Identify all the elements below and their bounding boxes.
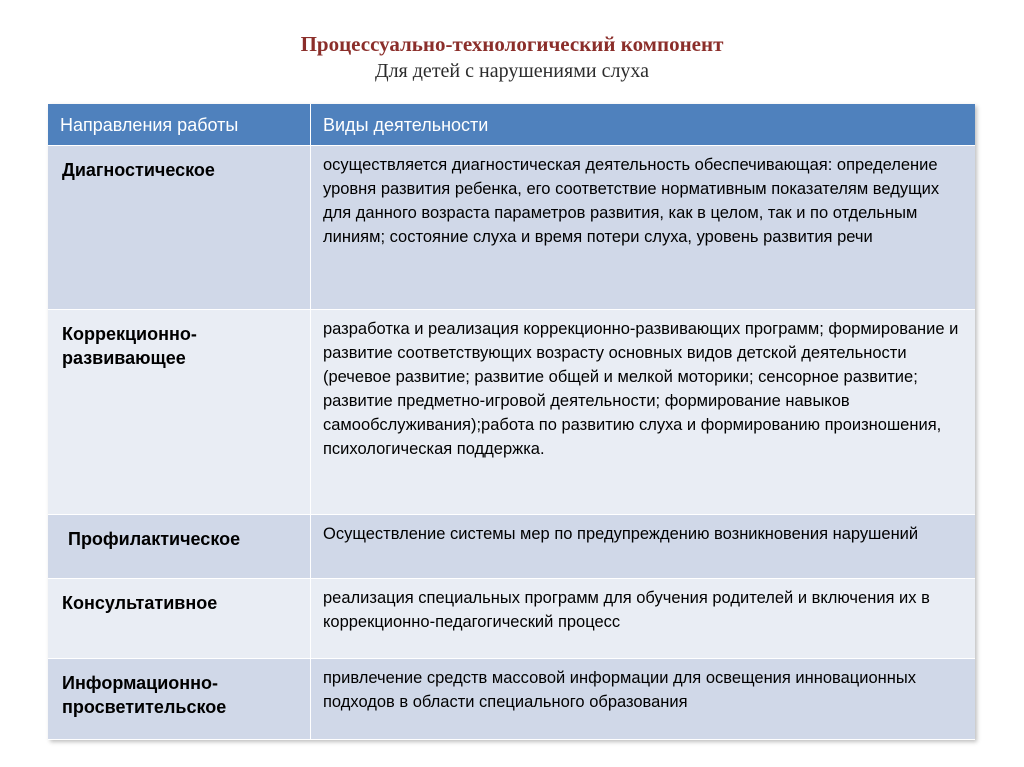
direction-cell: Коррекционно-развивающее	[48, 310, 311, 515]
direction-cell: Консультативное	[48, 579, 311, 659]
page-title: Процессуально-технологический компонент	[300, 32, 724, 56]
direction-cell: Информационно-просветительское	[48, 659, 311, 740]
activity-cell: реализация специальных программ для обучения родителей и включения их в коррекционно-педагогический процесс	[311, 579, 975, 659]
activity-cell: привлечение средств массовой информации для освещения инновационных подходов в области специального образования	[311, 659, 975, 740]
page-subtitle: Для детей с нарушениями слуха	[374, 60, 650, 82]
activity-cell: разработка и реализация коррекционно-развивающих программ; формирование и развитие соответствующих возрасту основных видов детской деятельности (речевое развитие; развитие общей и мелкой моторики; сенсорное развитие; развитие предметно-игровой деятельности; формирование навыков самообслуживания);работа по развитию слуха и формированию произношения, психологическая поддержка.	[311, 310, 975, 515]
table-row	[48, 579, 975, 659]
title-block	[0, 30, 1024, 84]
table-row	[48, 659, 975, 740]
table-row	[48, 515, 975, 579]
column-header-activities: Виды деятельности	[311, 104, 975, 146]
activity-cell: осуществляется диагностическая деятельность обеспечивающая: определение уровня развития ребенка, его соответствие нормативным показателям ведущих для данного возраста параметров развития, как в целом, так и по отдельным линиям; состояние слуха и время потери слуха, уровень развития речи	[311, 146, 975, 310]
direction-cell: Диагностическое	[48, 146, 311, 310]
activity-cell: Осуществление системы мер по предупреждению возникновения нарушений	[311, 515, 975, 579]
table-row	[48, 310, 975, 515]
table-row	[48, 146, 975, 310]
activities-table	[48, 104, 975, 740]
table-header-row	[48, 104, 975, 146]
column-header-directions: Направления работы	[48, 104, 311, 146]
direction-cell: Профилактическое	[48, 515, 311, 579]
